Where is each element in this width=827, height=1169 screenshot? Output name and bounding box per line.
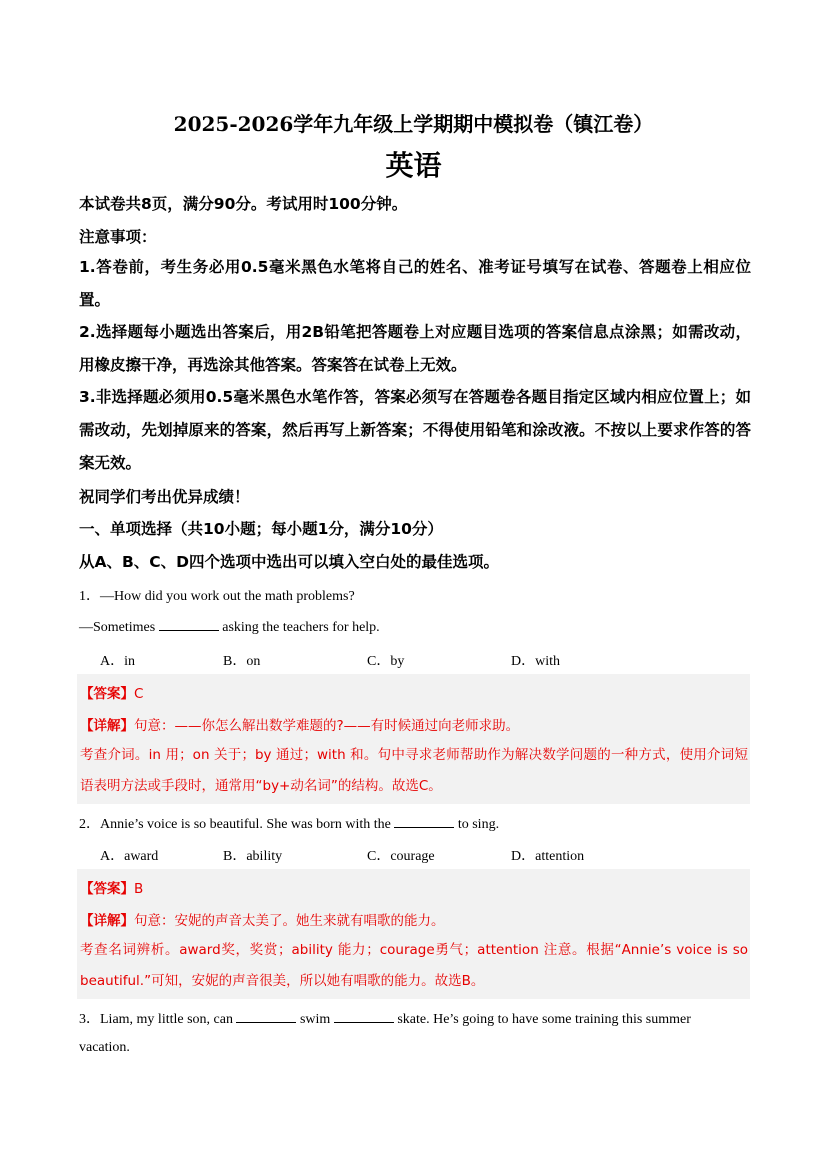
answer-blank xyxy=(334,1010,394,1023)
detail-line xyxy=(80,714,519,734)
answer-blank xyxy=(394,815,454,828)
question-1-response-before: —Sometimes xyxy=(79,620,159,635)
detail-explanation: 考查介词。in 用；on 关于；by 通过；with 和。句中寻求老师帮助作为解决数学问题的一种方式，使用介词短语表明方法或手段时，通常用“by+动名词”的结构。故选C。 xyxy=(80,747,748,794)
detail-sentence: 句意：——你怎么解出数学难题的?——有时候通过向老师求助。 xyxy=(134,718,520,734)
question-3-prompt xyxy=(79,1008,691,1028)
question-3-seg2: swim xyxy=(296,1012,334,1027)
section-direction: 从A、B、C、D四个选项中选出可以填入空白处的最佳选项。 xyxy=(79,553,500,571)
answer-line xyxy=(80,877,143,897)
detail-label: 【详解】 xyxy=(80,718,134,734)
question-2-prompt xyxy=(79,813,499,833)
question-1-response xyxy=(79,618,380,636)
detail-line xyxy=(80,909,445,929)
answer-value: C xyxy=(134,686,144,702)
question-3-continued: vacation. xyxy=(79,1040,130,1055)
exam-intro: 本试卷共8页，满分90分。考试用时100分钟。 xyxy=(79,195,408,213)
section-heading: 一、单项选择（共10小题；每小题1分，满分10分） xyxy=(79,520,443,538)
answer-box-1 xyxy=(77,674,750,804)
option-b: B．ability xyxy=(223,849,283,864)
option-a: A．award xyxy=(100,849,159,864)
answer-blank xyxy=(236,1010,296,1023)
option-c: C．courage xyxy=(367,849,435,864)
question-1-prompt: 1．—How did you work out the math problems? xyxy=(79,589,355,604)
page-title: 2025-2026学年九年级上学期期中模拟卷（镇江卷） xyxy=(173,112,654,136)
notice-item-3: 3.非选择题必须用0.5毫米黑色水笔作答，答案必须写在答题卷各题目指定区域内相应位置上；如需改动，先划掉原来的答案，然后再写上新答案；不得使用铅笔和涂改液。不按以上要求作答的答案无效。 xyxy=(79,388,751,472)
option-a: A．in xyxy=(100,654,135,669)
question-1-response-after: asking the teachers for help. xyxy=(218,620,380,635)
option-d: D．attention xyxy=(511,849,585,864)
subject-title: 英语 xyxy=(385,149,442,182)
wish-line: 祝同学们考出优异成绩！ xyxy=(79,488,250,506)
answer-label: 【答案】 xyxy=(80,686,134,702)
question-2-before: 2．Annie’s voice is so beautiful. She was born with the xyxy=(79,817,395,832)
notice-title: 注意事项： xyxy=(79,228,157,246)
question-3-seg1: 3．Liam, my little son, can xyxy=(79,1012,237,1027)
answer-label: 【答案】 xyxy=(80,881,134,897)
answer-box-2 xyxy=(77,869,750,999)
question-3-seg3: skate. He’s going to have some training this summer xyxy=(393,1012,691,1027)
answer-value: B xyxy=(134,881,144,897)
detail-explanation: 考查名词辨析。award奖，奖赏；ability 能力；courage勇气；attention 注意。根据“Annie’s voice is so beautiful.”可知，安妮的声音很美，所以她有唱歌的能力。故选B。 xyxy=(80,942,748,989)
detail-label: 【详解】 xyxy=(80,913,134,929)
answer-blank xyxy=(159,618,219,631)
option-c: C．by xyxy=(367,654,405,669)
notice-item-2: 2.选择题每小题选出答案后，用2B铅笔把答题卷上对应题目选项的答案信息点涂黑；如需改动，用橡皮擦干净，再选涂其他答案。答案答在试卷上无效。 xyxy=(79,323,751,374)
answer-line xyxy=(80,682,143,702)
option-b: B．on xyxy=(223,654,261,669)
notice-item-1: 1.答卷前，考生务必用0.5毫米黑色水笔将自己的姓名、准考证号填写在试卷、答题卷上相应位置。 xyxy=(79,258,751,309)
detail-sentence: 句意：安妮的声音太美了。她生来就有唱歌的能力。 xyxy=(134,913,445,929)
question-2-after: to sing. xyxy=(454,817,500,832)
option-d: D．with xyxy=(511,654,560,669)
